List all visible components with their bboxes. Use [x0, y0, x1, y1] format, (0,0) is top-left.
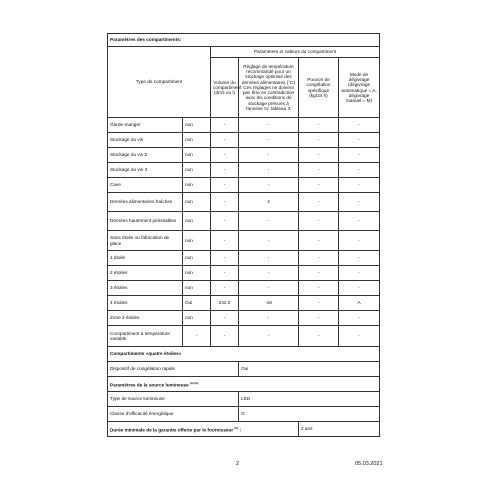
- temperature-cell: -: [239, 311, 299, 326]
- quick-freeze-value: Oui: [239, 362, 380, 377]
- freezing-cell: -: [299, 178, 339, 193]
- defrost-cell: -: [339, 281, 380, 296]
- freezing-cell: -: [299, 251, 339, 266]
- volume-cell: -: [211, 326, 239, 347]
- compartment-present: non: [183, 133, 211, 148]
- volume-cell: -: [211, 311, 239, 326]
- temperature-cell: -: [239, 231, 299, 251]
- temperature-cell: -: [239, 281, 299, 296]
- light-type-value: LED: [239, 392, 380, 407]
- compartment-present: non: [183, 311, 211, 326]
- compartment-name: Stockage du vin 2: [108, 148, 183, 163]
- light-source-title-text: Paramètres de la source lumineuse: [110, 382, 189, 388]
- compartment-present: non: [183, 266, 211, 281]
- compartment-name: 4 étoiles: [108, 296, 183, 311]
- defrost-cell: -: [339, 148, 380, 163]
- efficiency-class-value: G: [239, 407, 380, 422]
- volume-cell: -: [211, 133, 239, 148]
- volume-cell: -: [211, 178, 239, 193]
- table-row: [108, 266, 380, 281]
- table-row: [108, 251, 380, 266]
- table-row: [108, 231, 380, 251]
- quick-freeze-label: Dispositif de congélation rapide: [108, 362, 239, 377]
- freezing-cell: -: [299, 163, 339, 178]
- temperature-cell: 4: [239, 193, 299, 212]
- volume-cell: -: [211, 118, 239, 133]
- light-source-section-title: [108, 377, 380, 392]
- compartment-type-header: Type de compartiment: [108, 47, 211, 118]
- compartment-present: non: [183, 178, 211, 193]
- table-row: [108, 193, 380, 212]
- freezing-cell: -: [299, 231, 339, 251]
- compartment-present: non: [183, 231, 211, 251]
- freezing-cell: -: [299, 118, 339, 133]
- freezing-header: Pouvoir de congélation spécifique (kg/24 h): [299, 58, 339, 118]
- page-number: 2: [236, 461, 240, 467]
- compartment-present: non: [183, 251, 211, 266]
- defrost-cell: -: [339, 193, 380, 212]
- page-date: 05.03.2021: [355, 461, 383, 467]
- warranty-value: 2 ans: [299, 422, 380, 437]
- freezing-cell: -: [299, 212, 339, 231]
- temperature-cell: -: [239, 163, 299, 178]
- freezing-cell: -: [299, 326, 339, 347]
- warranty-label-cell: Durée minimale de la garantie offerte par le fournisseur $^{(b)}$ :: [108, 422, 299, 437]
- compartment-name: Cave: [108, 178, 183, 193]
- defrost-cell: -: [339, 178, 380, 193]
- table-row: [108, 326, 380, 347]
- four-star-section-title: Compartiments «quatre étoiles»: [108, 347, 380, 362]
- freezing-cell: -: [299, 148, 339, 163]
- temperature-cell: -: [239, 178, 299, 193]
- table-row: [108, 311, 380, 326]
- defrost-cell: -: [339, 326, 380, 347]
- defrost-cell: -: [339, 231, 380, 251]
- compartment-present: Oui: [183, 296, 211, 311]
- temperature-cell: -: [239, 326, 299, 347]
- freezing-cell: -: [299, 266, 339, 281]
- compartment-present: non: [183, 163, 211, 178]
- volume-cell: -: [211, 281, 239, 296]
- freezing-cell: -: [299, 193, 339, 212]
- parameters-header: Paramètres et valeurs du compartiment: [211, 47, 380, 58]
- freezing-cell: -: [299, 281, 339, 296]
- volume-cell: -: [211, 231, 239, 251]
- temperature-cell: -: [239, 148, 299, 163]
- defrost-cell: A: [339, 296, 380, 311]
- freezing-cell: -: [299, 311, 339, 326]
- volume-cell: 242.0: [211, 296, 239, 311]
- compartment-present: non: [183, 193, 211, 212]
- compartment-parameters-table: [107, 33, 380, 437]
- compartment-name: 3 étoiles: [108, 281, 183, 296]
- light-source-footnote-ref: (a) (b): [190, 380, 199, 385]
- volume-cell: -: [211, 266, 239, 281]
- volume-cell: -: [211, 163, 239, 178]
- compartment-present: non: [183, 148, 211, 163]
- table-row: [108, 178, 380, 193]
- compartment-name: Sans étoile ou fabrication de glace: [108, 231, 183, 251]
- compartment-present: non: [183, 281, 211, 296]
- table-row: [108, 281, 380, 296]
- compartment-name: Stockage du vin 3: [108, 163, 183, 178]
- temperature-cell: -: [239, 212, 299, 231]
- compartment-name: Denrées hautement périssables: [108, 212, 183, 231]
- table-row: [108, 118, 380, 133]
- volume-cell: -: [211, 251, 239, 266]
- defrost-cell: -: [339, 311, 380, 326]
- defrost-cell: -: [339, 163, 380, 178]
- table-row: [108, 296, 380, 311]
- compartment-name: Stockage du vin: [108, 133, 183, 148]
- compartment-present: -: [183, 326, 211, 347]
- defrost-cell: -: [339, 133, 380, 148]
- volume-cell: -: [211, 212, 239, 231]
- volume-cell: -: [211, 148, 239, 163]
- compartment-name: Compartiment à température variable: [108, 326, 183, 347]
- defrost-cell: -: [339, 212, 380, 231]
- freezing-cell: -: [299, 133, 339, 148]
- table-row: [108, 212, 380, 231]
- defrost-cell: -: [339, 266, 380, 281]
- compartment-present: non: [183, 118, 211, 133]
- warranty-footnote-ref: (b): [234, 425, 239, 430]
- table-row: [108, 163, 380, 178]
- compartment-name: Garde-manger: [108, 118, 183, 133]
- temperature-cell: -: [239, 133, 299, 148]
- volume-header: Volume du compartiment (dm3 ou l): [211, 58, 239, 118]
- compartment-name: Zone 2 étoiles: [108, 311, 183, 326]
- compartment-name: 1 étoile: [108, 251, 183, 266]
- table-row: [108, 148, 380, 163]
- warranty-label: Durée minimale de la garantie offerte par le fournisseur: [110, 427, 234, 433]
- compartment-name: 2 étoiles: [108, 266, 183, 281]
- temperature-cell: -: [239, 118, 299, 133]
- compartment-present: non: [183, 212, 211, 231]
- compartment-name: Denrées alimentaires fraîches: [108, 193, 183, 212]
- compartments-title: Paramètres des compartiments:: [108, 34, 380, 47]
- light-type-label: Type de source lumineuse: [108, 392, 239, 407]
- defrost-cell: -: [339, 118, 380, 133]
- volume-cell: -: [211, 193, 239, 212]
- defrost-header: Mode de dégivrage (dégivrage automatique = A, dégivrage manuel = M): [339, 58, 380, 118]
- temperature-header: Réglage de température recommandé pour un stockage optimisé des denrées alimentaires (°C) Ces réglages ne doivent pas être en contradiction avec les conditions de stockage prévues à l'annexe IV, tableau 3.: [239, 58, 299, 118]
- efficiency-class-label: Classe d'efficacité énergétique: [108, 407, 239, 422]
- table-row: [108, 133, 380, 148]
- freezing-cell: -: [299, 296, 339, 311]
- temperature-cell: -18: [239, 296, 299, 311]
- temperature-cell: -: [239, 266, 299, 281]
- temperature-cell: -: [239, 251, 299, 266]
- defrost-cell: -: [339, 251, 380, 266]
